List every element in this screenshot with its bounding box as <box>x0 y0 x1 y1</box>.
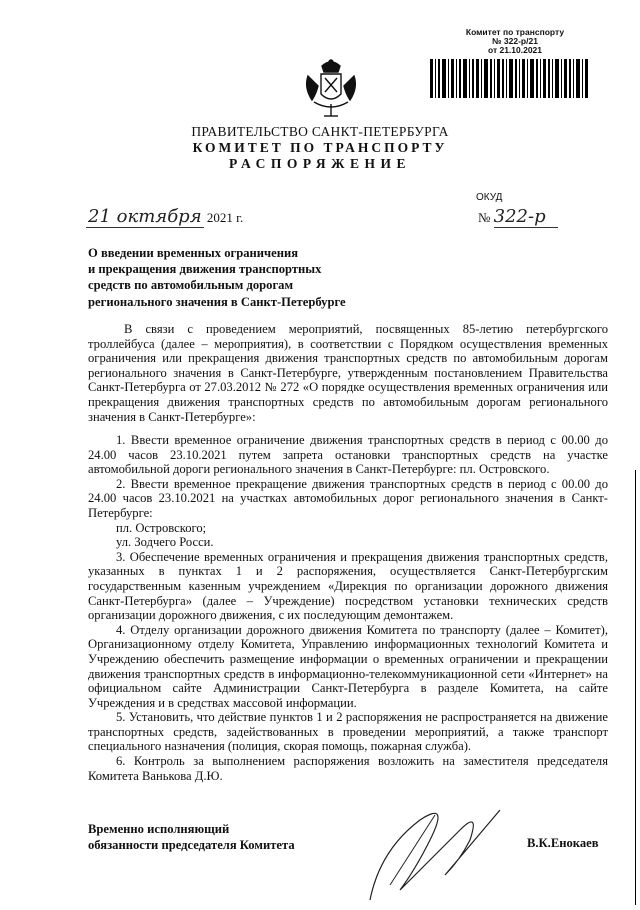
government-title: ПРАВИТЕЛЬСТВО САНКТ-ПЕТЕРБУРГА <box>191 124 449 139</box>
stamp-line-committee: Комитет по транспорту <box>465 27 565 37</box>
signatory-name: В.К.Енокаев <box>527 836 599 850</box>
document-type: РАСПОРЯЖЕНИЕ <box>228 156 412 171</box>
item-3: 3. Обеспечение временных ограничения и прекращения движения транспортных средств, указанных в пунктах 1 и 2 распоряжения, осуществляется Санкт-Петербургским государственным казенным учреждением «Дирекция по организации дорожного движения Санкт-Петербурга» (далее – Учреждение) посредством установки технических средств организации дорожного движения, с их последующим демонтажем. <box>88 549 608 623</box>
signatory-position <box>88 821 295 853</box>
order-items <box>88 433 608 783</box>
document-heading <box>88 245 346 310</box>
registration-stamp <box>440 28 590 55</box>
committee-title: КОМИТЕТ ПО ТРАНСПОРТУ <box>192 140 448 155</box>
number-prefix: № <box>478 210 491 225</box>
heading-line: средств по автомобильным дорогам <box>88 278 294 293</box>
heading-line: О введении временных ограничения <box>88 246 299 260</box>
okud-label: ОКУД <box>476 192 503 203</box>
date-year: 2021 г. <box>206 210 244 225</box>
item-2-location-a: пл. Островского; <box>116 520 207 535</box>
item-6: 6. Контроль за выполнением распоряжения возложить на заместителя председателя Комитета Ванькова Д.Ю. <box>88 754 608 783</box>
item-1: 1. Ввести временное ограничение движения транспортных средств в период с 00.00 до 24.00 часов 23.10.2021 путем запрета остановки транспортных средств на участке автомобильной дороги регионального значения в Санкт-Петербурге: пл. Островского. <box>88 433 608 477</box>
item-2: 2. Ввести временное прекращение движения транспортных средств в период с 00.00 до 24.00 часов 23.10.2021 на участках автомобильных дорог регионального значения в Санкт-Петербурге: <box>88 476 608 520</box>
stamp-line-number: № 322-р/21 <box>492 36 538 46</box>
preamble <box>88 322 608 424</box>
preamble-paragraph: В связи с проведением мероприятий, посвященных 85-летию петербургского троллейбуса (далее – мероприятия), в соответствии с Порядком осуществления временных ограничения или прекращения движения транспортных средств по автомобильным дорогам регионального значения в Санкт-Петербурге, утвержденным постановлением Правительства Санкт-Петербурга от 27.03.2012 № 272 «О порядке осуществления временных ограничения или прекращения движения транспортных средств по автомобильным дорогам регионального значения в Санкт-Петербурге»: <box>88 322 608 424</box>
document-date <box>86 206 243 227</box>
handwritten-date: 21 октября <box>88 206 202 227</box>
heading-line: регионального значения в Санкт-Петербурге <box>88 294 346 309</box>
stamp-line-date: от 21.10.2021 <box>487 45 543 55</box>
handwritten-signature <box>360 790 510 910</box>
position-line: Временно исполняющий <box>88 822 230 836</box>
handwritten-number: 322-р <box>494 206 558 228</box>
item-4: 4. Отделу организации дорожного движения Комитета по транспорту (далее – Комитет), Организационному отделу Комитета, Управлению информационных технологий Комитета и Учреждению обеспечить размещение информации о временных ограничении и прекращении движения транспортных средств в информационно-телекоммуникационной сети «Интернет» на официальном сайте Администрации Санкт-Петербурга в разделе Комитета, на сайте Учреждения и в средствах массовой информации. <box>88 622 608 710</box>
scan-edge-line <box>635 470 636 905</box>
barcode <box>428 57 590 100</box>
coat-of-arms-emblem <box>300 58 362 120</box>
position-line: обязанности председателя Комитета <box>88 838 295 852</box>
document-number <box>478 206 558 228</box>
item-2-location-b: ул. Зодчего Росси. <box>116 535 214 550</box>
item-5: 5. Установить, что действие пунктов 1 и 2 распоряжения не распространяется на движение транспортных средств, задействованных в проведении мероприятий, а также транспорт специального назначения (полиция, скорая помощь, пожарная служба). <box>88 710 608 754</box>
heading-line: и прекращения движения транспортных <box>88 262 322 277</box>
